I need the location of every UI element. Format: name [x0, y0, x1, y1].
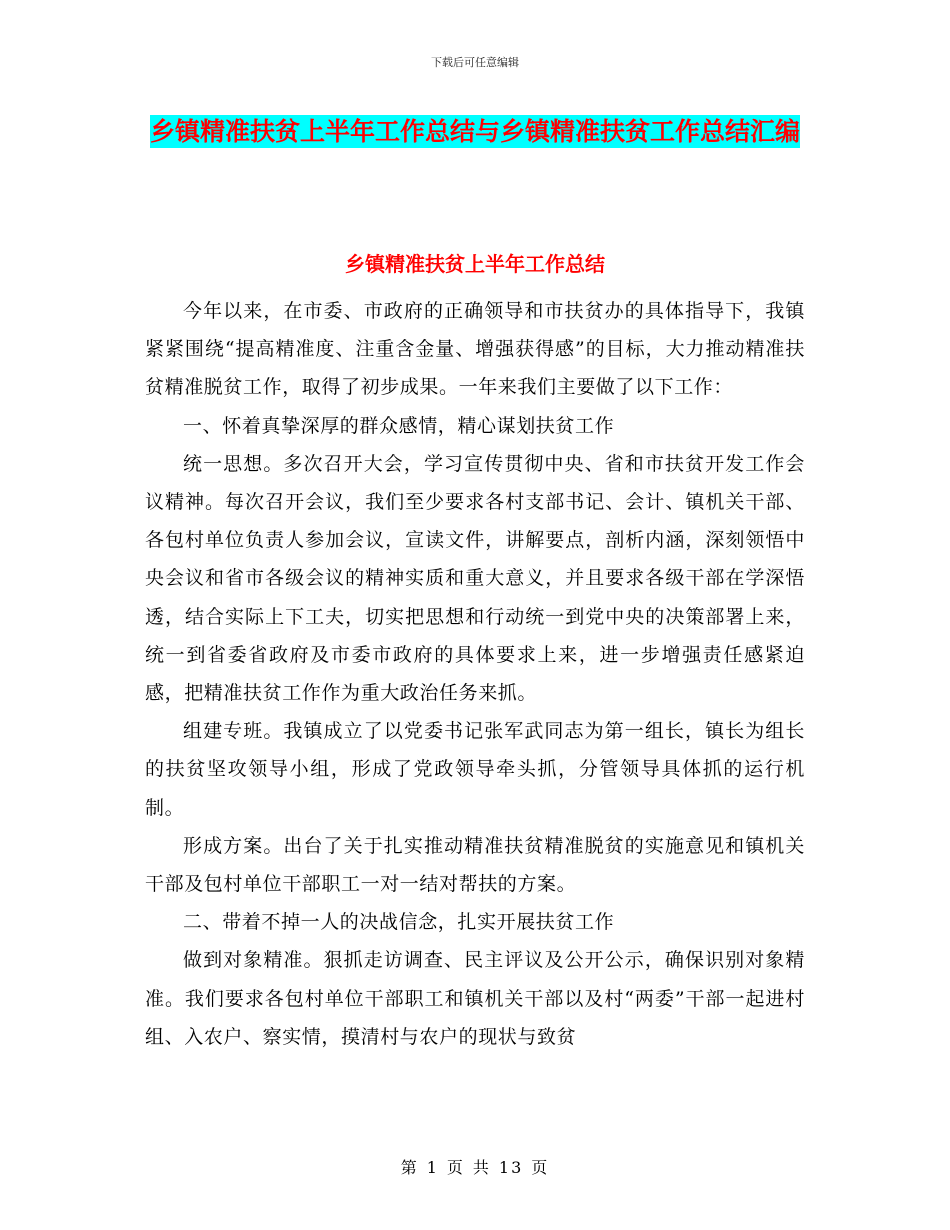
paragraph: 做到对象精准。狠抓走访调查、民主评议及公开公示，确保识别对象精准。我们要求各包村单位干部职工和镇机关干部以及村“两委”干部一起进村组、入农户、察实情，摸清村与农户的现状与致贫 [145, 949, 805, 1048]
paragraph: 统一思想。多次召开大会，学习宣传贯彻中央、省和市扶贫开发工作会议精神。每次召开会议，我们至少要求各村支部书记、会计、镇机关干部、各包村单位负责人参加会议，宣读文件，讲解要点，剖析内涵，深刻领悟中央会议和省市各级会议的精神实质和重大意义，并且要求各级干部在学深悟透，结合实际上下工夫，切实把思想和行动统一到党中央的决策部署上来，统一到省委省政府及市委市政府的具体要求上来，进一步增强责任感紧迫感，把精准扶贫工作作为重大政治任务来抓。 [145, 452, 805, 705]
document-title-text: 乡镇精准扶贫上半年工作总结与乡镇精准扶贫工作总结汇编 [149, 117, 800, 146]
total-pages: 13 [498, 1158, 524, 1177]
paragraph: 组建专班。我镇成立了以党委书记张军武同志为第一组长，镇长为组长的扶贫坚攻领导小组，形成了党政领导牵头抓，分管领导具体抓的运行机制。 [145, 720, 805, 819]
paragraph: 形成方案。出台了关于扎实推动精准扶贫精准脱贫的实施意见和镇机关干部及包村单位干部职工一对一结对帮扶的方案。 [145, 834, 805, 896]
page-number: 1 [426, 1158, 439, 1177]
section-title: 乡镇精准扶贫上半年工作总结 [345, 252, 605, 276]
paragraph: 今年以来，在市委、市政府的正确领导和市扶贫办的具体指导下，我镇紧紧围绕“提高精准度、注重含金量、增强获得感”的目标，大力推动精准扶贫精准脱贫工作，取得了初步成果。一年来我们主要做了以下工作： [145, 300, 805, 399]
header-note: 下载后可任意编辑 [431, 56, 519, 69]
total-suffix: 页 [531, 1158, 550, 1177]
document-title [145, 108, 805, 156]
document-body [145, 292, 805, 1056]
paragraph: 一、怀着真挚深厚的群众感情，精心谋划扶贫工作 [183, 414, 615, 437]
page-label-mid: 页 [446, 1158, 465, 1177]
page-label-prefix: 第 [400, 1158, 419, 1177]
paragraph: 二、带着不掉一人的决战信念，扎实开展扶贫工作 [183, 911, 615, 934]
page-footer [0, 1155, 950, 1178]
total-prefix: 共 [472, 1158, 491, 1177]
